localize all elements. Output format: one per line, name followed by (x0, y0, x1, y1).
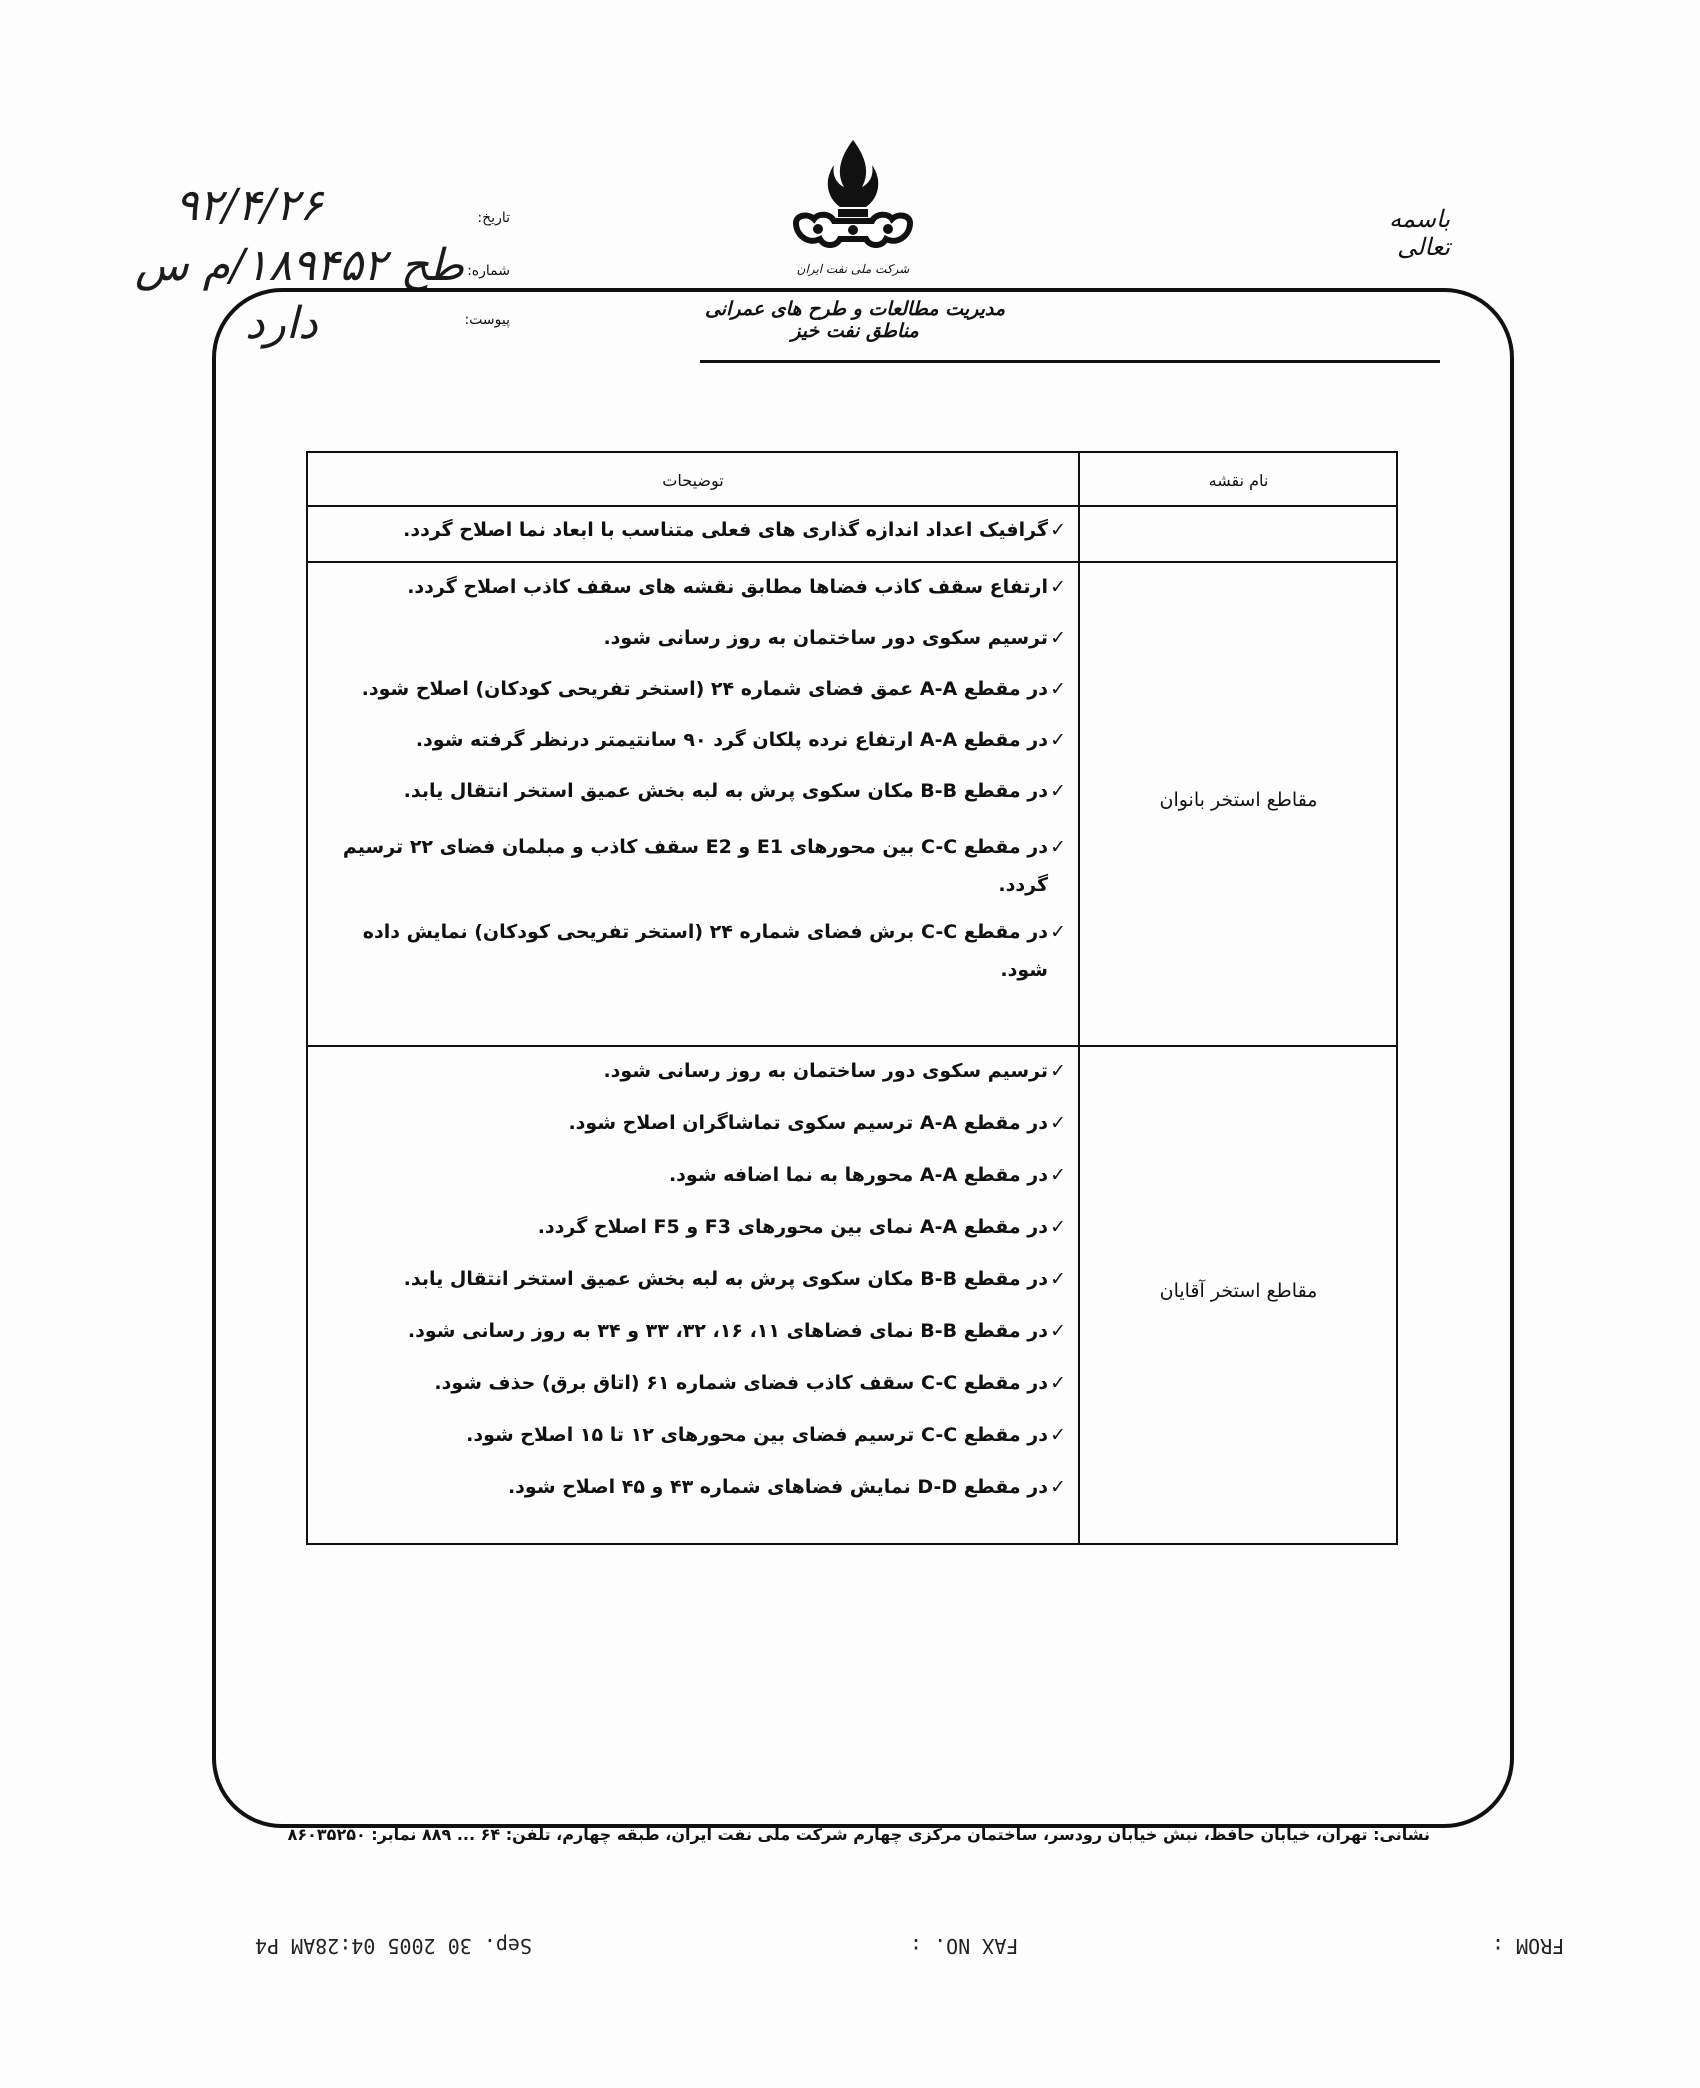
list-item: ✓ در مقطع B-B مکان سکوی پرش به لبه بخش عمیق استخر انتقال یابد. (318, 1265, 1066, 1293)
list-item: ✓ در مقطع B-B نمای فضاهای ۱۱، ۱۶، ۳۲، ۳۳ و ۳۴ به روز رسانی شود. (318, 1317, 1066, 1345)
list-item: ✓ ترسیم سکوی دور ساختمان به روز رسانی شود. (318, 1057, 1066, 1085)
list-item: ✓ در مقطع C-C سقف کاذب فضای شماره ۶۱ (اتاق برق) حذف شود. (318, 1369, 1066, 1397)
row-divider (308, 1045, 1396, 1047)
list-item: ✓ در مقطع A-A نمای بین محورهای F3 و F5 اصلاح گردد. (318, 1213, 1066, 1241)
column-header-name: نام نقشه (1208, 471, 1269, 490)
row-divider (308, 561, 1396, 563)
list-item: ✓ در مقطع B-B مکان سکوی پرش به لبه بخش عمیق استخر انتقال یابد. (318, 777, 1066, 805)
list-item: ✓ در مقطع A-A ترسیم سکوی تماشاگران اصلاح شود. (318, 1109, 1066, 1137)
list-item: ✓ در مقطع A-A ارتفاع نرده پلکان گرد ۹۰ سانتیمتر درنظر گرفته شود. (318, 726, 1066, 754)
review-table (306, 451, 1398, 1545)
handwritten-attachment: دارد (245, 298, 318, 349)
handwritten-date: ۹۲/۴/۲۶ (175, 180, 323, 231)
column-divider (1078, 453, 1080, 1543)
date-label: تاریخ: (477, 210, 510, 226)
row-items (318, 573, 1066, 989)
department-name: مدیریت مطالعات و طرح های عمرانی مناطق نفت خیز (704, 298, 1006, 342)
handwritten-number: طح ۱۸۹۴۵۲/م س (135, 240, 464, 291)
fax-from: FROM : (1492, 1934, 1565, 1958)
row-name: مقاطع استخر بانوان (1159, 789, 1318, 811)
list-item: ✓ در مقطع A-A محورها به نما اضافه شود. (318, 1161, 1066, 1189)
footer-address: نشانی: تهران، خیابان حافظ، نبش خیابان رودسر، ساختمان مرکزی چهارم شرکت ملی نفت ایران، طبقه چهارم، تلفن: ۶۴ ... ۸۸۹ نمابر: ۸۶۰۳۵۲۵۰ (287, 1825, 1430, 1844)
column-header-description: توضیحات (662, 471, 724, 490)
list-item: ✓ ترسیم سکوی دور ساختمان به روز رسانی شود. (318, 624, 1066, 652)
list-item: ✓ گرافیک اعداد اندازه گذاری های فعلی متناسب با ابعاد نما اصلاح گردد. (318, 516, 1066, 544)
list-item: ✓ در مقطع C-C برش فضای شماره ۲۴ (استخر تفریحی کودکان) نمایش داده شود. (318, 913, 1066, 989)
fax-datetime: Sep. 30 2005 04:28AM P4 (255, 1934, 532, 1958)
list-item: ✓ در مقطع D-D نمایش فضاهای شماره ۴۳ و ۴۵ اصلاح شود. (318, 1473, 1066, 1501)
list-item: ✓ در مقطع C-C بین محورهای E1 و E2 سقف کاذب و مبلمان فضای ۲۲ ترسیم گردد. (318, 828, 1066, 904)
list-item: ✓ ارتفاع سقف کاذب فضاها مطابق نقشه های سقف کاذب اصلاح گردد. (318, 573, 1066, 601)
header-row-divider (308, 505, 1396, 507)
company-name: شرکت ملی نفت ایران (796, 262, 910, 276)
list-item: ✓ در مقطع A-A عمق فضای شماره ۲۴ (استخر تفریحی کودکان) اصلاح شود. (318, 675, 1066, 703)
row-items (318, 1057, 1066, 1501)
row-items (318, 516, 1066, 544)
attachment-label: پیوست: (464, 312, 510, 328)
fax-number: FAX NO. : (910, 1934, 1019, 1958)
list-item: ✓ در مقطع C-C ترسیم فضای بین محورهای ۱۲ تا ۱۵ اصلاح شود. (318, 1421, 1066, 1449)
salutation: باسمه تعالی (1389, 205, 1450, 261)
row-name: مقاطع استخر آقایان (1159, 1280, 1318, 1302)
number-label: شماره: (467, 263, 510, 279)
